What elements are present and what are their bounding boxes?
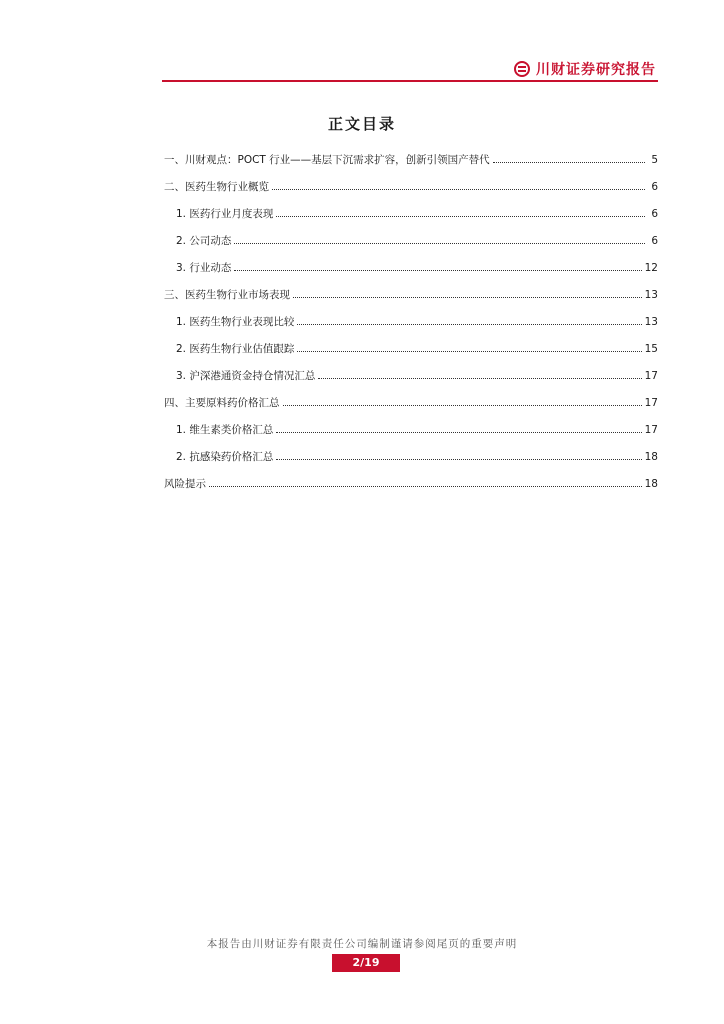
toc-entry-label: 二、医药生物行业概览 (164, 181, 269, 193)
toc-entry-page: 6 (651, 181, 658, 193)
toc-entry[interactable] (164, 356, 658, 383)
toc-entry[interactable] (164, 248, 658, 275)
table-of-contents (164, 140, 658, 491)
toc-entry-page: 17 (644, 370, 658, 382)
toc-entry[interactable] (164, 437, 658, 464)
toc-dot-leader (272, 188, 645, 190)
toc-dot-leader (318, 377, 641, 379)
toc-entry-label: 2. 抗感染药价格汇总 (176, 451, 274, 463)
toc-dot-leader (297, 323, 641, 325)
toc-entry[interactable] (164, 329, 658, 356)
toc-entry-label: 风险提示 (164, 478, 206, 490)
toc-dot-leader (234, 269, 641, 271)
toc-entry-label: 2. 医药生物行业估值跟踪 (176, 343, 295, 355)
toc-entry-label: 一、川财观点：POCT 行业——基层下沉需求扩容，创新引领国产替代 (164, 154, 490, 166)
toc-entry-label: 1. 维生素类价格汇总 (176, 424, 274, 436)
toc-entry[interactable] (164, 464, 658, 491)
toc-entry-page: 6 (651, 208, 658, 220)
toc-entry[interactable] (164, 194, 658, 221)
toc-entry-label: 四、主要原料药价格汇总 (164, 397, 280, 409)
toc-entry[interactable] (164, 221, 658, 248)
brand-name: 川财证券研究报告 (536, 62, 656, 78)
toc-dot-leader (276, 431, 641, 433)
toc-dot-leader (209, 485, 642, 487)
toc-entry-label: 三、医药生物行业市场表现 (164, 289, 290, 301)
toc-entry[interactable] (164, 410, 658, 437)
toc-entry-label: 2. 公司动态 (176, 235, 232, 247)
toc-entry[interactable] (164, 275, 658, 302)
toc-dot-leader (493, 161, 645, 163)
page-header (162, 56, 658, 82)
toc-entry-label: 3. 行业动态 (176, 262, 232, 274)
toc-entry[interactable] (164, 167, 658, 194)
toc-entry-page: 12 (644, 262, 658, 274)
toc-entry-page: 13 (644, 316, 658, 328)
toc-entry-label: 3. 沪深港通资金持仓情况汇总 (176, 370, 316, 382)
toc-entry-label: 1. 医药生物行业表现比较 (176, 316, 295, 328)
toc-entry[interactable] (164, 383, 658, 410)
brand (514, 59, 656, 79)
toc-entry-page: 15 (644, 343, 658, 355)
toc-entry-page: 6 (651, 235, 658, 247)
toc-dot-leader (276, 458, 641, 460)
toc-entry-page: 17 (644, 424, 658, 436)
page-number-badge: 2/19 (332, 954, 400, 972)
chuancai-logo-icon (514, 61, 530, 77)
toc-entry-label: 1. 医药行业月度表现 (176, 208, 274, 220)
toc-entry-page: 5 (651, 154, 658, 166)
toc-entry-page: 18 (644, 478, 658, 490)
toc-dot-leader (276, 215, 645, 217)
toc-entry[interactable] (164, 140, 658, 167)
footer-disclaimer: 本报告由川财证券有限责任公司编制谨请参阅尾页的重要声明 (206, 938, 518, 950)
toc-entry[interactable] (164, 302, 658, 329)
toc-dot-leader (283, 404, 642, 406)
header-rule (162, 80, 658, 82)
toc-entry-page: 17 (644, 397, 658, 409)
toc-entry-page: 18 (644, 451, 658, 463)
toc-title: 正文目录 (327, 115, 396, 133)
toc-dot-leader (234, 242, 645, 244)
toc-dot-leader (297, 350, 641, 352)
toc-entry-page: 13 (644, 289, 658, 301)
toc-dot-leader (293, 296, 642, 298)
